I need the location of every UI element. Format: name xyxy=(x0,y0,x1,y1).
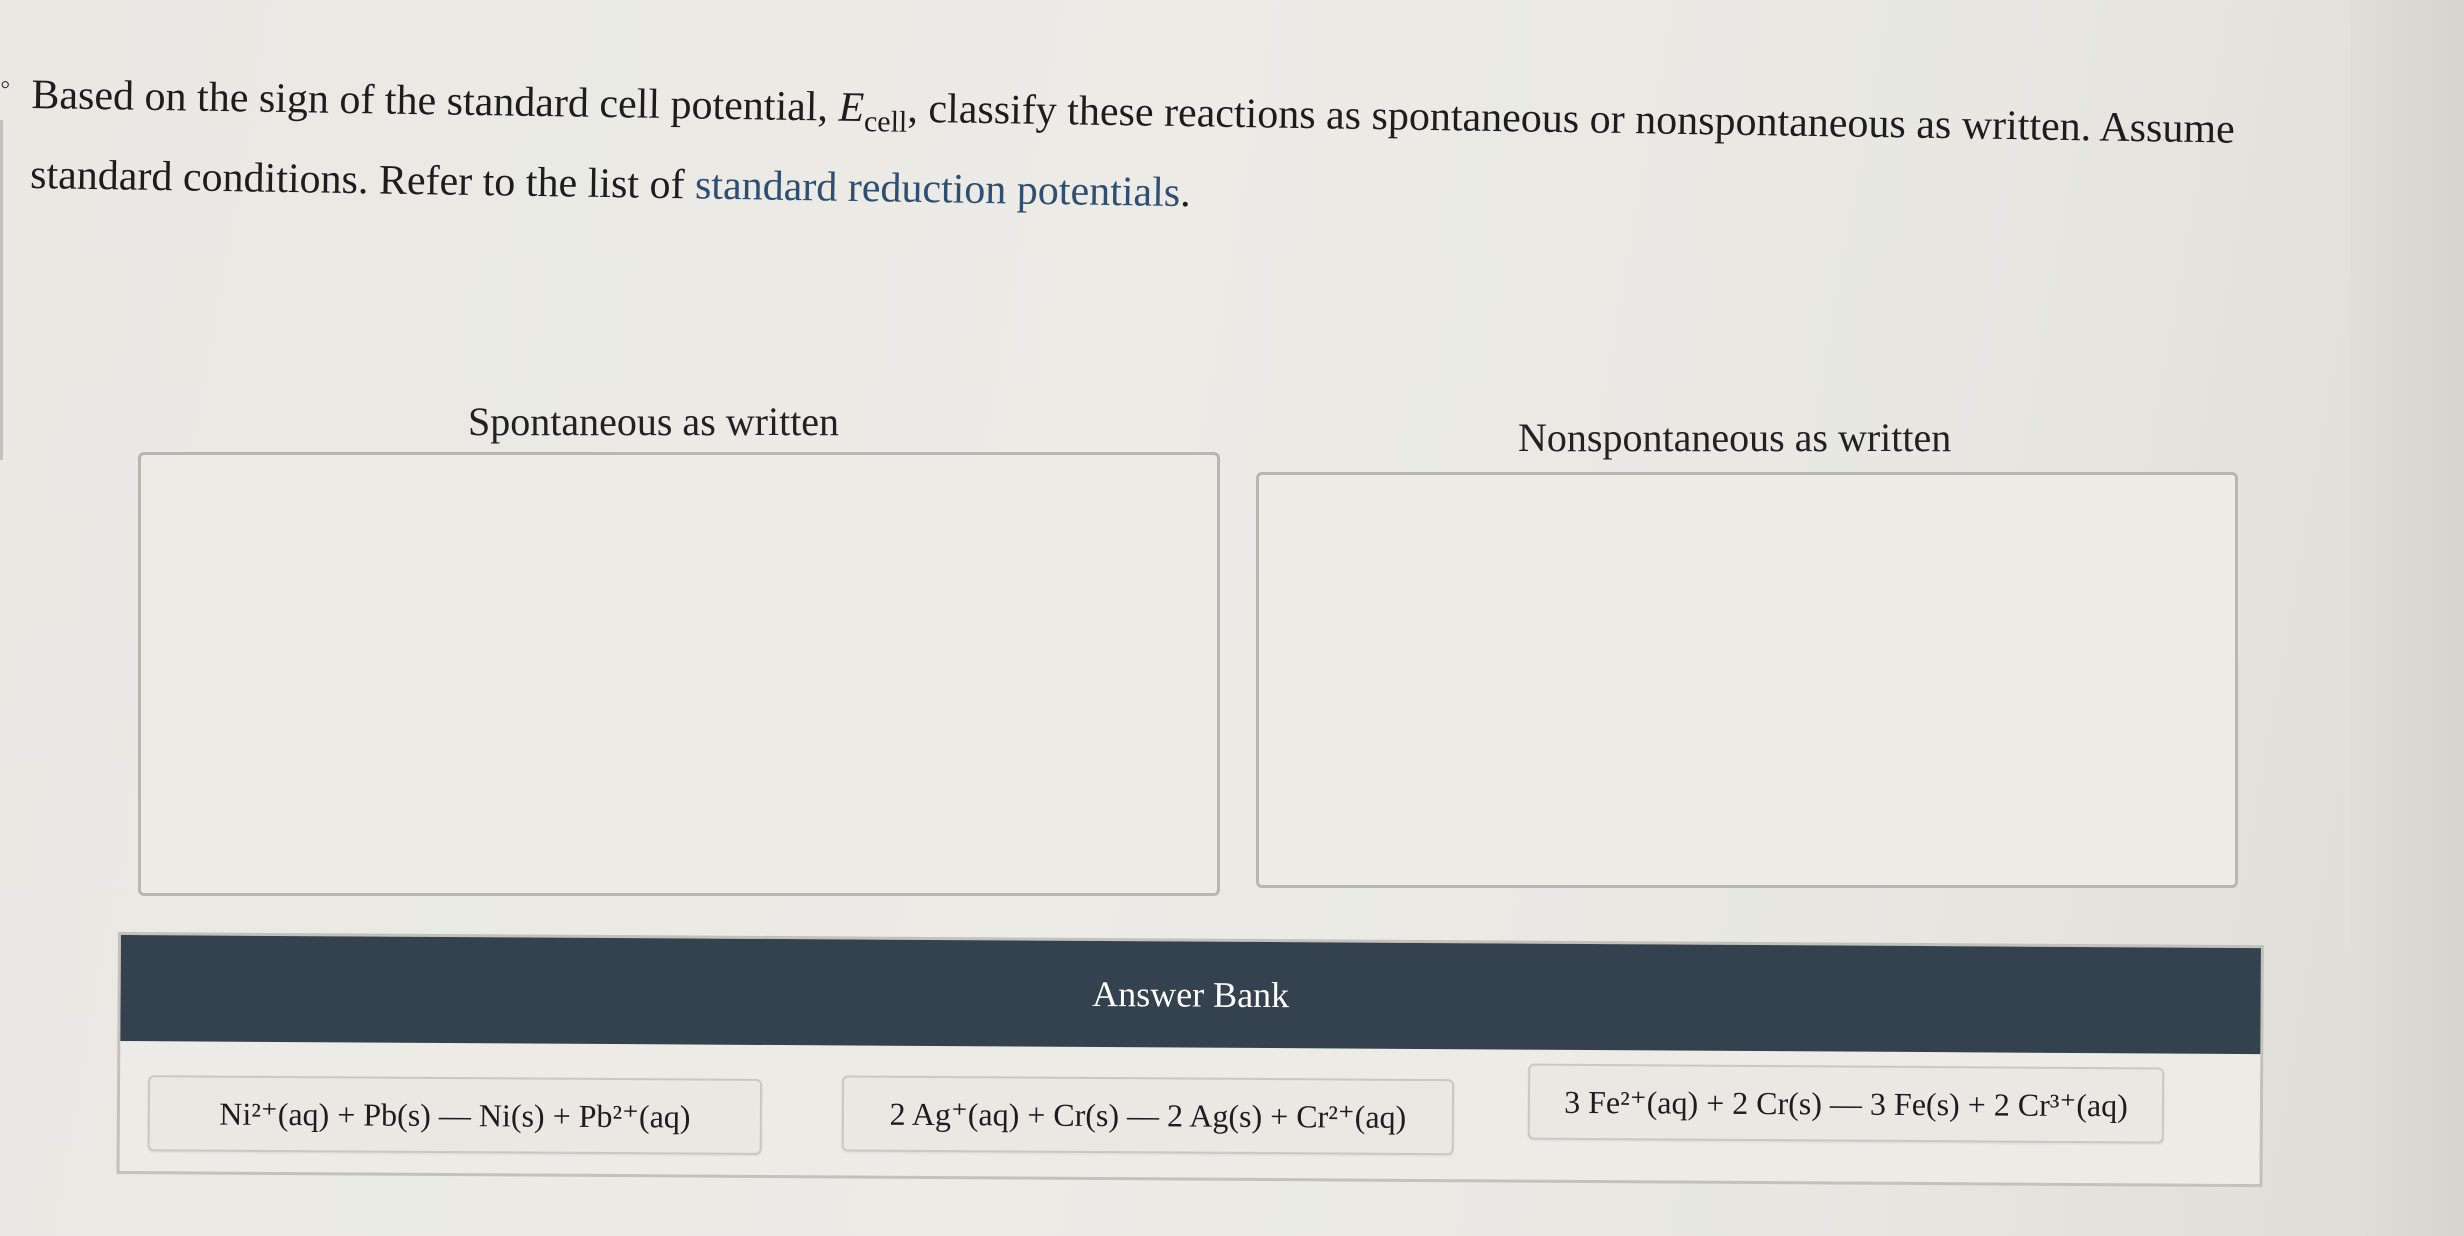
answer-bank-header: Answer Bank xyxy=(120,935,2261,1054)
question-text-part1: Based on the sign of the standard cell potential, xyxy=(31,71,839,131)
nonspontaneous-label: Nonspontaneous as written xyxy=(1518,415,1952,460)
standard-reduction-potentials-link[interactable]: standard reduction potentials xyxy=(694,162,1181,217)
question-marker-icon: ◦ xyxy=(0,68,11,101)
question-text-part3: . xyxy=(1179,170,1192,217)
left-edge-decoration xyxy=(0,120,9,460)
question-prompt xyxy=(30,62,2262,243)
spontaneous-label: Spontaneous as written xyxy=(468,399,840,444)
e-symbol: E xyxy=(838,84,865,132)
reaction-chip-fe-cr[interactable]: 3 Fe²⁺(aq) + 2 Cr(s) — 3 Fe(s) + 2 Cr³⁺(aq) xyxy=(1528,1064,2164,1144)
answer-bank xyxy=(117,932,2264,1187)
reaction-chip-ni-pb[interactable]: Ni²⁺(aq) + Pb(s) — Ni(s) + Pb²⁺(aq) xyxy=(148,1075,762,1155)
nonspontaneous-drop-zone[interactable] xyxy=(1256,472,2238,888)
question-text-part2: , classify these reactions as spontaneous or nonspontaneous as written. Assume standard conditions. Refer to the list of xyxy=(29,85,2236,209)
spontaneous-drop-zone[interactable] xyxy=(138,452,1220,896)
e-subscript: cell xyxy=(863,105,908,139)
background-edge xyxy=(2350,0,2464,1236)
reaction-chip-ag-cr[interactable]: 2 Ag⁺(aq) + Cr(s) — 2 Ag(s) + Cr²⁺(aq) xyxy=(842,1075,1454,1155)
